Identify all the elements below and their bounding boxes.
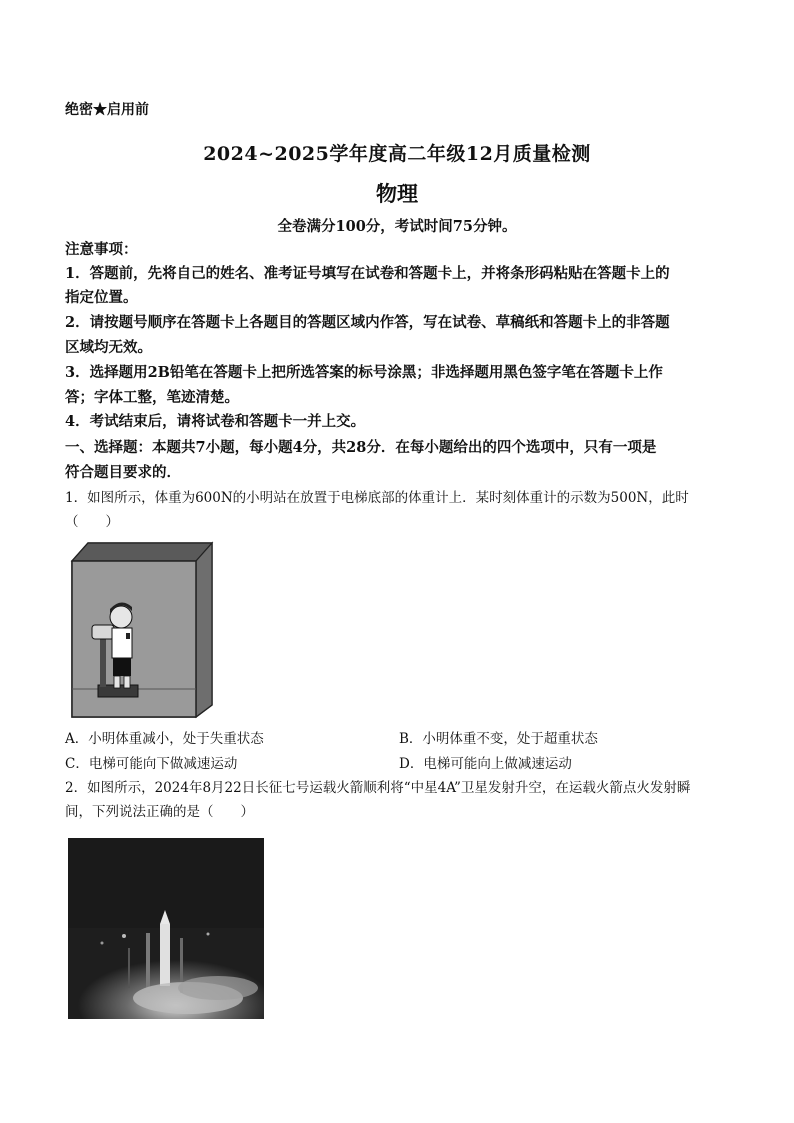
exam-title: 2024~2025学年度高二年级12月质量检测	[203, 143, 591, 165]
question-2-stem-cont: 间，下列说法正确的是（ ）	[65, 804, 254, 820]
notes-item: 1．答题前，先将自己的姓名、准考证号填写在试卷和答题卡上，并将条形码粘贴在答题卡上的	[65, 265, 670, 282]
notes-item: 区域均无效。	[65, 339, 152, 356]
notes-item: 2．请按题号顺序在答题卡上各题目的答题区域内作答，写在试卷、草稿纸和答题卡上的非答题	[65, 314, 670, 331]
q1-option-b: B．小明体重不变，处于超重状态	[399, 731, 598, 747]
subject-title: 物理	[376, 181, 418, 206]
notes-item: 3．选择题用2B铅笔在答题卡上把所选答案的标号涂黑；非选择题用黑色签字笔在答题卡上作	[65, 364, 663, 381]
notes-item: 指定位置。	[65, 289, 138, 306]
question-2-stem: 2．如图所示，2024年8月22日长征七号运载火箭顺利将“中星4A”卫星发射升空，在运载火箭点火发射瞬	[65, 780, 691, 796]
notes-item: 4．考试结束后，请将试卷和答题卡一并上交。	[65, 413, 366, 430]
q1-option-c: C．电梯可能向下做减速运动	[65, 756, 238, 772]
rocket-launch-photo	[68, 838, 264, 1019]
notes-item: 答；字体工整，笔迹清楚。	[65, 389, 239, 406]
question-1-stem: 1．如图所示，体重为600N的小明站在放置于电梯底部的体重计上．某时刻体重计的示数为500N，此时	[65, 490, 689, 506]
q1-option-d: D．电梯可能向上做减速运动	[399, 756, 572, 772]
q1-option-a: A．小明体重减小，处于失重状态	[65, 731, 264, 747]
section-heading-cont: 符合题目要求的．	[65, 464, 181, 481]
question-1-stem-cont: （ ）	[65, 514, 119, 530]
score-time-line: 全卷满分100分，考试时间75分钟。	[277, 218, 517, 235]
elevator-illustration	[66, 539, 216, 721]
section-heading: 一、选择题：本题共7小题，每小题4分，共28分．在每小题给出的四个选项中，只有一项是	[65, 439, 657, 456]
notes-heading: 注意事项：	[65, 241, 138, 258]
confidential-label: 绝密★启用前	[65, 102, 149, 118]
